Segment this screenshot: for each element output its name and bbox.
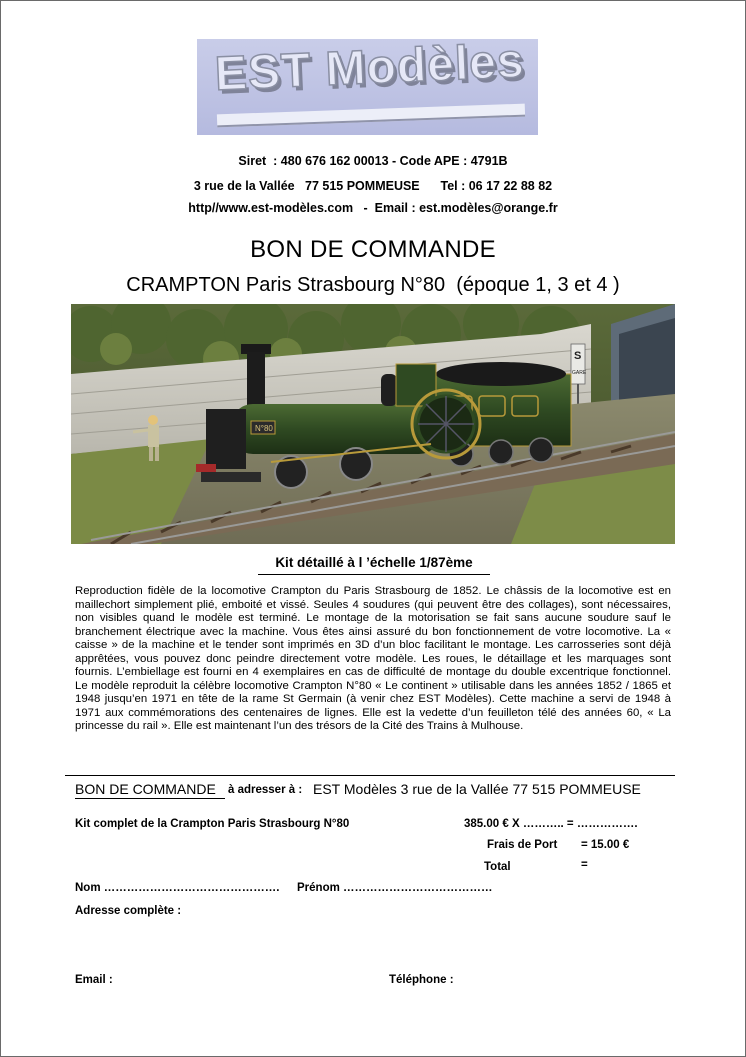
prenom-field[interactable]: Prénom ………………………………… xyxy=(297,882,493,894)
section-divider xyxy=(65,775,675,776)
order-heading-address: EST Modèles 3 rue de la Vallée 77 515 POMMEUSE xyxy=(313,781,641,797)
product-description: Reproduction fidèle de la locomotive Crampton du Paris Strasbourg de 1852. Le châssis de la locomotive est en maillechort simplement plié, emboité et vissé. Seules 4 soudures (qui peuvent être des collages), sont nécessaires, non visibles quand le modèle est terminé. Le montage de la motorisation se fait sans aucune soudure sauf le branchement électrique avec la machine. Vous êtes ainsi assuré du bon fonctionnement de votre locomotive. La « caisse » de la machine et le tender sont imprimés en 3D d’un bloc facilitant le montage. Les carrosseries sont déjà apprêtées, vous pouvez donc peindre directement votre modèle. Les roues, le détaillage et les marquages sont fournis. L’embiellage est fourni en 4 exemplaires en cas de difficulté de montage du double excentrique fonctionnel. Le modèle reproduit la célèbre locomotive Crampton N°80 « Le continent » utilisable dans les années 1852 / 1865 et 1948 jusqu’en 1971 en tête de la rame St Germain (à venir chez EST Modèles). Cette machine a servi de 1948 à 1971 aux commémorations des centenaires de lignes. Elle est la vedette d’un feuilleton télé des années 60, « La princesse du rail ». Elle est maintenant l’un des trésors de la Cité des Trains à Mulhouse. xyxy=(75,585,671,733)
locomotive-photo xyxy=(71,304,675,544)
total-field[interactable]: = xyxy=(581,859,588,871)
kit-heading: Kit détaillé à l ’échelle 1/87ème xyxy=(275,555,473,570)
svg-text:N°80: N°80 xyxy=(255,424,273,433)
logo-text: EST Modèles xyxy=(213,34,526,101)
kit-heading-underline xyxy=(258,574,490,575)
company-address: 3 rue de la Vallée 77 515 POMMEUSE Tel : 06 17 22 88 82 xyxy=(193,179,553,193)
adresse-field[interactable]: Adresse complète : xyxy=(75,905,182,917)
shipping-label: Frais de Port xyxy=(487,839,558,851)
company-web-email: http//www.est-modèles.com - Email : est.modèles@orange.fr xyxy=(188,201,558,215)
order-heading-left: BON DE COMMANDE xyxy=(75,781,216,797)
kit-label: Kit complet de la Crampton Paris Strasbourg N°80 xyxy=(75,818,350,830)
company-logo xyxy=(197,34,538,135)
page-title: BON DE COMMANDE xyxy=(250,236,496,263)
kit-price-quantity-field[interactable]: 385.00 € X ……….. = ……………. xyxy=(464,818,638,830)
page-subtitle: CRAMPTON Paris Strasbourg N°80 (époque 1, 3 et 4 ) xyxy=(126,274,620,296)
shipping-value: = 15.00 € xyxy=(581,839,630,851)
telephone-field[interactable]: Téléphone : xyxy=(389,974,454,986)
email-field[interactable]: Email : xyxy=(75,974,113,986)
logo-underline-bar xyxy=(217,104,525,128)
company-siret: Siret : 480 676 162 00013 - Code APE : 4791B xyxy=(238,154,508,168)
nom-field[interactable]: Nom ………………………………………. xyxy=(75,882,280,894)
total-label: Total xyxy=(484,861,511,873)
order-heading-mid: à adresser à : xyxy=(228,784,303,796)
gare-sign-label: GARE xyxy=(572,370,587,376)
svg-text:S: S xyxy=(574,350,582,362)
order-heading-underline xyxy=(75,798,225,799)
